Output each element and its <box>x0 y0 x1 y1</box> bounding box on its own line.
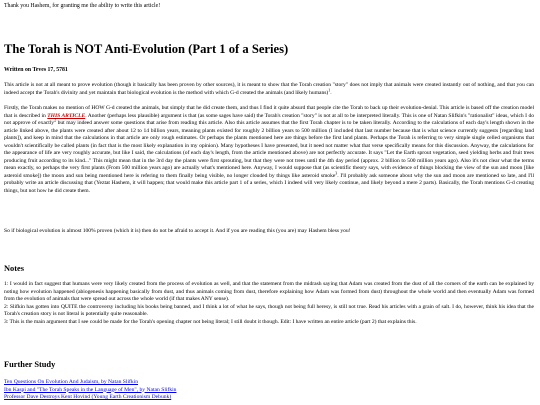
further-link-slifkin-questions[interactable]: Ten Questions On Evolution And Judaism, by Natan Slifkin <box>4 379 139 385</box>
article-date: Written on Teves 17, 5781 <box>4 67 68 73</box>
closing-paragraph: So if biological evolution is almost 100% proven (which it is) then do not be afraid to accept it. And if you are reading this (you are) may Hashem bless you! <box>4 228 351 234</box>
main-text-4: . I'll probably ask someone about why the sun and moon are mentioned so late, and I'll probably write an article discussing that (Yeztat Hashem, it will happen; that would make this article part 1 of a series, which I indeed will very likely continue, and likely beyond a mere 2 parts). Basically, the Torah mentions G-d creating things, but not how he did create them. <box>4 172 535 194</box>
main-paragraph <box>4 105 534 195</box>
intro-end: . <box>330 89 332 96</box>
thanks-line: Thank you Hashem, for granting me the ability to write this article! <box>4 3 161 9</box>
further-link-ibn-kaspi[interactable]: Ibn Kaspi and "The Torah Speaks in the Language of Men", by Natan Slifkin <box>4 386 177 393</box>
footnote-ref-2: 2 <box>54 117 57 123</box>
article-title: The Torah is NOT Anti-Evolution (Part 1 of a Series) <box>4 42 289 56</box>
main-text-3: but may indeed answer some questions that arise from reading this article. Also this article assumes that the first Torah chapter is to be taken literally. According to the calculations of each day's length shown in the article linked above, the plants were created after about 12 to 14 billion years, meaning plants existed for roughly 2 billion years to 500 million (I included that last number because that is what science currently suggests [regarding land plants]), and keep in mind that the calculations in that article are only rough estimates. Or perhaps the plants mentioned here are things before the first land plants. Perhaps the Torah is referring to very simple single celled organisms that wouldn't scientifically be called plants (in fact that is the most likely explanation in my opinion). Many hypotheses I have presented, but it need not matter what that verse specifically means for this discussion. Anyway, the calculations for the appearance of life are very roughly accurate, but like I said, the calculations (of each day's length, from the article mentioned above) are not perfectly accurate. It says "Let the Earth sprout vegetation, seed yielding herbs and fruit trees producing fruit according to its kind..." This might mean that in the 3rd day the plants were first sprouting, but that they were not trees until the 4th day period (approx. 2 billion to 500 million years ago). Also it's not clear what the terms mean exactly, so perhaps the very first plants (From 500 million years ago) are actually what's mentioned here. Anyway, I would suppose that (as scientific theory says, with evidence of things blocking the view of the sun and moon [like asteroid smoke]) the moon and sun being mentioned here is refering to them finally being visible, no longer clouded by things like asteroid smoke <box>4 120 534 179</box>
intro-paragraph <box>4 82 534 97</box>
main-text-1: Firstly, the Torah makes no mention of HOW G-d created the animals, but simply that he did create them, and thus I find it quite absurd that people cite the Torah to back up their evolution-denial. This article is based off the creation model that is described in <box>4 105 534 119</box>
further-study-list <box>4 379 176 402</box>
note-item: 3: This is the main argument that I see could be made for the Torah's opening chapter not being literal; I still doubt it though. Edit: I have written an entire article (part 2) that explains this. <box>4 318 417 325</box>
notes-heading: Notes <box>4 264 25 273</box>
main-text-2: . Another (perhaps less plausible) argument is that (as some sages have said) the Torah's creation "story" is not at all to be interpreted literally. This is one of Natan Slifkin's "rationalist" ideas, which I do not approve of exactly <box>4 112 535 126</box>
note-item: 2: Slifkin has gotten into QUITE the controversy including his books being banned, and I think a lot of what he says, though not being full heresy, is still not true. Read his articles with a grain of salt. I do, however, think his idea that the Torah's creation story is not literal is potentially quite reasonable. <box>4 303 534 317</box>
intro-text: This article is not at all meant to prove evolution (though it basically has been proven by other sources), it is meant to show that the Torah creation "story" does not imply that animals were created instantly out of nothing, and that you can indeed accept the Torah's divinity and yet maintain that biological evolution is the method with which G-d created the animals (and likely humans) <box>4 82 534 96</box>
further-link-professor-dave[interactable]: Professor Dave Destroys Kent Hovind (Young Earth Creationism Debunk) <box>4 394 172 400</box>
note-item: 1: I would in fact suggest that humans were very likely created from the process of evolution as well, and that the statement from the midrash saying that Adam was created from the dust of all the corners of the earth can be explained by noting how evolution happened (abiogenesis happening basically from dust, and thus animals coming from dust, therefore explaining how Adam was formed from dust) throughout the whole world and then eventually Adam was formed from the evolution of animals that were spread out across the whole world (if that makes ANY sense). <box>4 281 534 302</box>
footnote-ref-1: 1 <box>328 87 331 92</box>
footnote-ref-3: 3 <box>335 170 338 175</box>
notes-list <box>4 281 534 326</box>
further-study-heading: Further Study <box>4 360 56 369</box>
this-article-link[interactable]: THIS ARTICLE <box>47 112 86 119</box>
